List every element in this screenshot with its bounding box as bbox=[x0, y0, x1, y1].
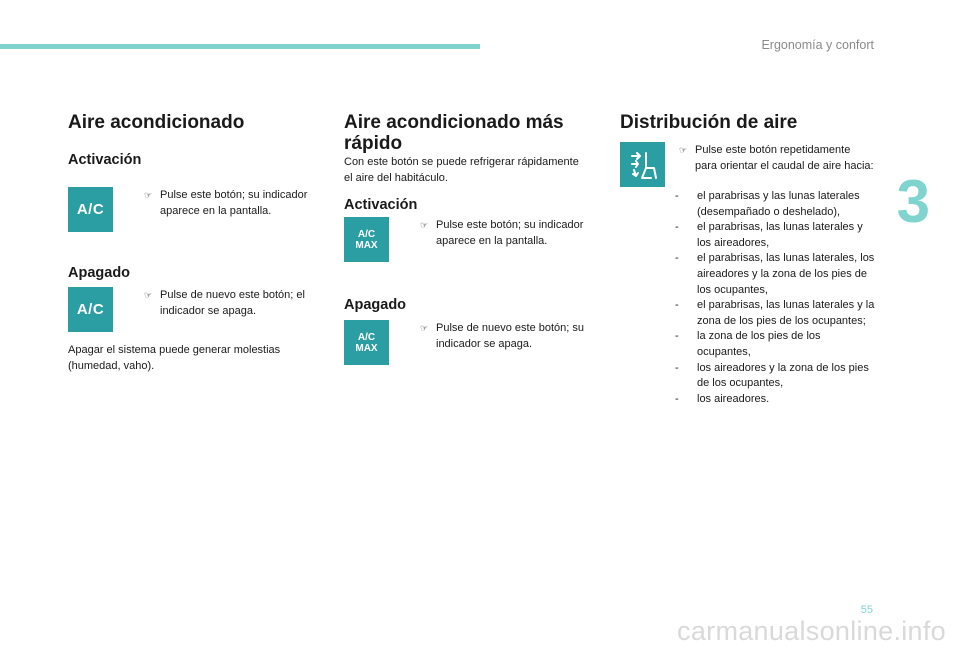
list-item-text: el parabrisas, las lunas laterales y los aireadores, bbox=[697, 221, 863, 249]
column-max-ac bbox=[344, 112, 589, 365]
off-row bbox=[68, 287, 318, 332]
pointer-icon: ☞ bbox=[420, 323, 429, 333]
title-line-1: Aire acondicionado más bbox=[344, 112, 564, 133]
distribution-row bbox=[620, 142, 875, 187]
pointer-icon: ☞ bbox=[144, 190, 153, 200]
off-instruction bbox=[144, 287, 318, 319]
off-instruction bbox=[420, 320, 589, 352]
list-item: - el parabrisas y las lunas laterales (desempañado o deshelado), bbox=[675, 189, 875, 220]
activation-text: Pulse este botón; su indicador aparece en la pantalla. bbox=[160, 189, 308, 217]
activation-instruction bbox=[420, 217, 589, 249]
chapter-number: 3 bbox=[896, 168, 930, 235]
off-row bbox=[344, 320, 589, 365]
section-heading-ac: Aire acondicionado bbox=[68, 112, 245, 133]
list-item-text: el parabrisas, las lunas laterales y la zona de los pies de los ocupantes; bbox=[697, 299, 875, 327]
icon-label-top: A/C bbox=[357, 228, 376, 240]
activation-heading: Activación bbox=[344, 197, 418, 213]
distribution-intro: Pulse este botón repetidamente para orientar el caudal de aire hacia: bbox=[695, 144, 874, 172]
list-item: - el parabrisas, las lunas laterales y los aireadores, bbox=[675, 220, 875, 251]
icon-label-top: A/C bbox=[357, 331, 376, 343]
icon-label-bottom: MAX bbox=[355, 342, 378, 354]
section-heading-max-ac bbox=[344, 112, 589, 154]
ac-max-button-icon bbox=[344, 217, 389, 262]
ac-button-icon: A/C bbox=[68, 187, 113, 232]
list-item: - el parabrisas, las lunas laterales, los aireadores y la zona de los pies de los ocupantes, bbox=[675, 251, 875, 298]
activation-instruction bbox=[144, 187, 318, 219]
list-item: - los aireadores y la zona de los pies de los ocupantes, bbox=[675, 361, 875, 392]
activation-heading: Activación bbox=[68, 152, 142, 168]
note-text: Apagar el sistema puede generar molestias (humedad, vaho). bbox=[68, 344, 281, 372]
section-heading-distribution: Distribución de aire bbox=[620, 112, 798, 133]
list-item-text: el parabrisas y las lunas laterales (desempañado o deshelado), bbox=[697, 190, 860, 218]
column-air-distribution bbox=[620, 112, 875, 407]
list-item-text: la zona de los pies de los ocupantes, bbox=[697, 330, 821, 358]
pointer-icon: ☞ bbox=[679, 145, 688, 155]
off-text: Pulse de nuevo este botón; su indicador se apaga. bbox=[436, 322, 584, 350]
header-accent-bar bbox=[0, 44, 480, 49]
title-line-2: rápido bbox=[344, 133, 403, 154]
off-heading: Apagado bbox=[68, 265, 131, 281]
list-item-text: los aireadores y la zona de los pies de los ocupantes, bbox=[697, 361, 869, 390]
list-item: - la zona de los pies de los ocupantes, bbox=[675, 329, 875, 360]
watermark-text: carmanualsonline.info bbox=[677, 616, 946, 646]
off-text: Pulse de nuevo este botón; el indicador se apaga. bbox=[160, 289, 305, 317]
ac-max-button-icon bbox=[344, 320, 389, 365]
seat-airflow-icon bbox=[626, 148, 660, 182]
list-item-text: el parabrisas, las lunas laterales, los aireadores y la zona de los pies de los ocupantes, bbox=[697, 252, 875, 296]
list-item-text: los aireadores. bbox=[697, 392, 770, 405]
activation-row bbox=[68, 187, 318, 232]
list-item: - el parabrisas, las lunas laterales y la zona de los pies de los ocupantes; bbox=[675, 298, 875, 329]
distribution-list bbox=[675, 189, 875, 407]
list-item: - los aireadores. bbox=[675, 392, 875, 408]
page-number: 55 bbox=[860, 604, 873, 616]
column-air-conditioning bbox=[68, 112, 318, 374]
icon-label-bottom: MAX bbox=[355, 239, 378, 251]
pointer-icon: ☞ bbox=[144, 290, 153, 300]
off-heading: Apagado bbox=[344, 297, 407, 313]
intro-text: Con este botón se puede refrigerar rápidamente el aire del habitáculo. bbox=[344, 156, 579, 184]
section-title: Ergonomía y confort bbox=[761, 38, 874, 52]
air-distribution-icon bbox=[620, 142, 665, 187]
pointer-icon: ☞ bbox=[420, 220, 429, 230]
activation-text: Pulse este botón; su indicador aparece en la pantalla. bbox=[436, 219, 584, 247]
distribution-instruction bbox=[679, 142, 875, 174]
activation-row bbox=[344, 217, 589, 262]
ac-button-icon: A/C bbox=[68, 287, 113, 332]
